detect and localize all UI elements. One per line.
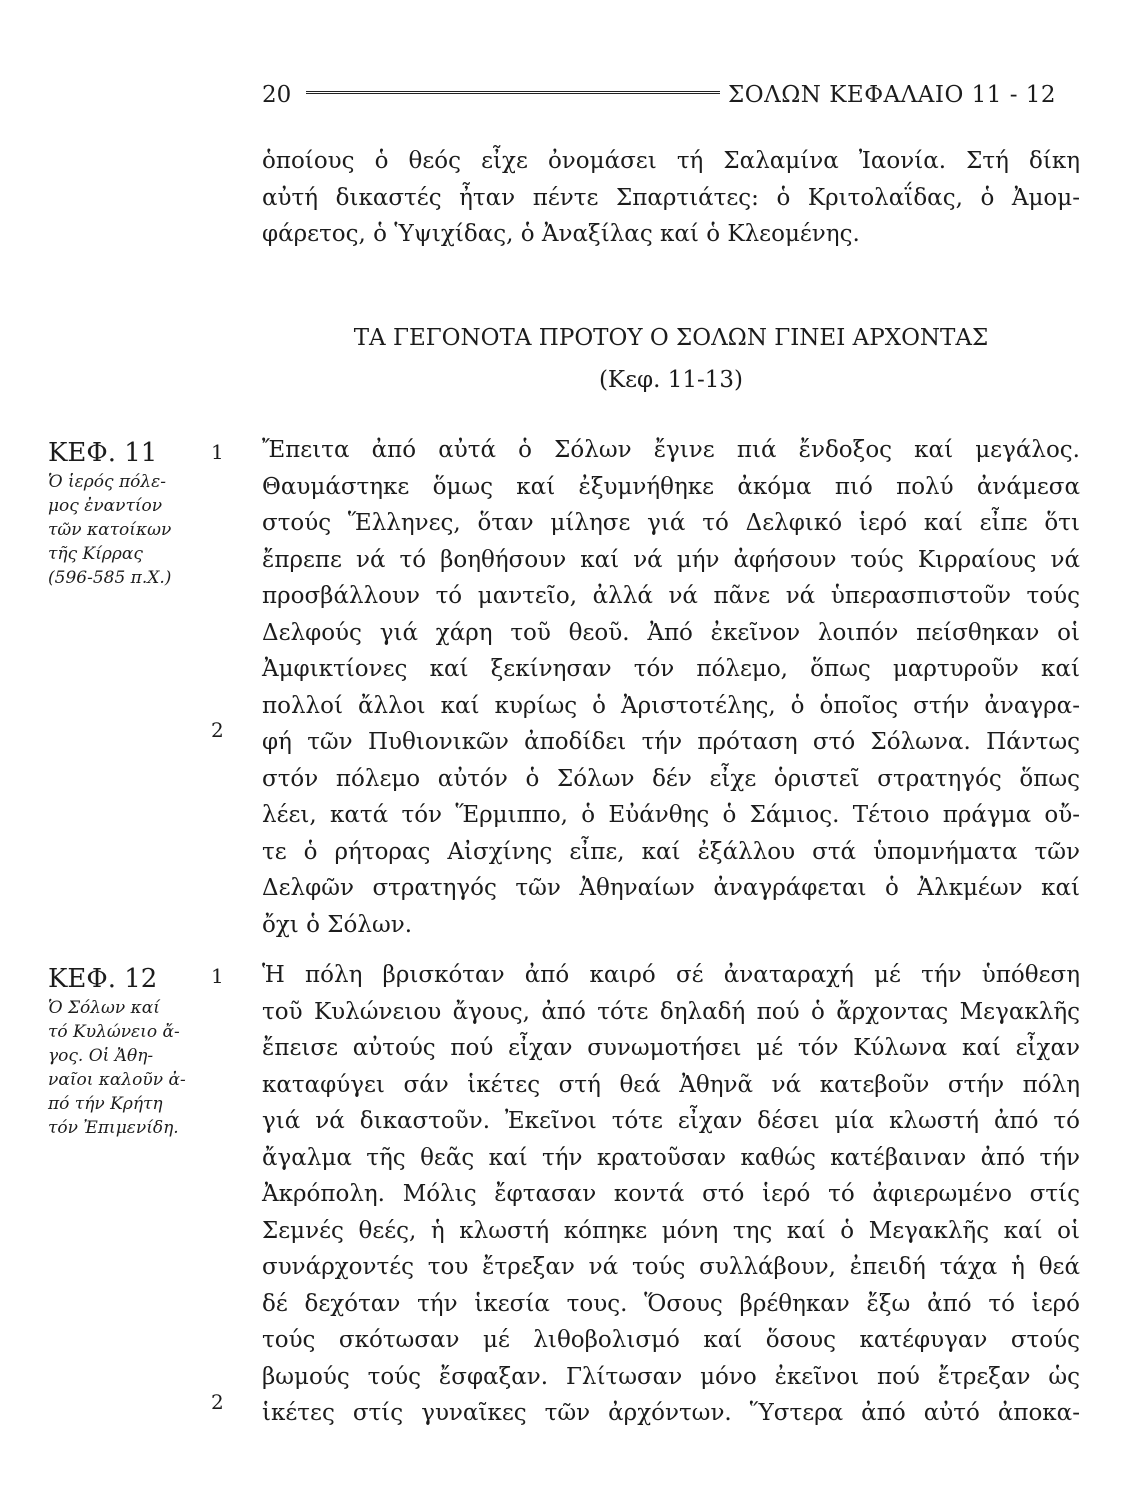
text-line: τούς σκότωσαν μέ λιθοβολισμό καί ὅσους κατέφυγαν στούς bbox=[262, 1327, 1080, 1353]
text-line: δέ δεχόταν τήν ἱκεσία τους. Ὅσους βρέθηκαν ἔξω ἀπό τό ἱερό bbox=[262, 1290, 1080, 1317]
text-line: ἔπεισε αὐτούς πού εἶχαν συνωμοτήσει μέ τόν Κύλωνα καί εἶχαν bbox=[262, 1035, 1080, 1061]
text-line: βωμούς τούς ἔσφαξαν. Γλίτωσαν μόνο ἐκεῖνοι πού ἔτρεξαν ὡς bbox=[262, 1363, 1080, 1390]
text-line: Θαυμάστηκε ὅμως καί ἐξυμνήθηκε ἀκόμα πιό πολύ ἀνάμεσα bbox=[262, 473, 1080, 500]
section-title: ΤΑ ΓΕΓΟΝΟΤΑ ΠΡΟΤΟΥ Ο ΣΟΛΩΝ ΓΙΝΕΙ ΑΡΧΟΝΤΑΣ bbox=[353, 325, 989, 351]
text-line: Σεμνές θεές, ἡ κλωστή κόπηκε μόνη της καί ὁ Μεγακλῆς καί οἱ bbox=[262, 1217, 1080, 1244]
chapter-12-margin-note bbox=[48, 962, 208, 1140]
chapter-summary-line: τό Κυλώνειο ἄ- bbox=[48, 1022, 180, 1042]
text-line: ἱκέτες στίς γυναῖκες τῶν ἀρχόντων. Ὕστερα ἀπό αὐτό ἀποκα- bbox=[262, 1400, 1080, 1426]
text-line: τε ὁ ρήτορας Αἰσχίνης εἶπε, καί ἐξάλλου στά ὑπομνήματα τῶν bbox=[262, 838, 1080, 865]
text-line: γιά νά δικαστοῦν. Ἐκεῖνοι τότε εἶχαν δέσει μία κλωστή ἀπό τό bbox=[262, 1108, 1080, 1134]
text-line: στούς Ἕλληνες, ὅταν μίλησε γιά τό Δελφικό ἱερό καί εἶπε ὅτι bbox=[262, 510, 1080, 536]
chapter-summary-line: ναῖοι καλοῦν ἀ- bbox=[48, 1070, 186, 1090]
text-line: καταφύγει σάν ἱκέτες στή θεά Ἀθηνᾶ νά κατεβοῦν στήν πόλη bbox=[262, 1071, 1080, 1098]
text-line: Ἔπειτα ἀπό αὐτά ὁ Σόλων ἔγινε πιά ἔνδοξος καί μεγάλος. bbox=[262, 437, 1080, 463]
chapter-summary-line: τῆς Κίρρας bbox=[48, 544, 143, 564]
text-line: Ἀμφικτίονες καί ξεκίνησαν τόν πόλεμο, ὅπως μαρτυροῦν καί bbox=[262, 656, 1080, 682]
chapter-label: ΚΕΦ. 11 bbox=[48, 438, 158, 468]
text-line: Ἡ πόλη βρισκόταν ἀπό καιρό σέ ἀναταραχή μέ τήν ὑπόθεση bbox=[262, 962, 1080, 988]
paragraph-number: 1 bbox=[211, 964, 224, 988]
chapter-summary-line: (596-585 π.Χ.) bbox=[48, 568, 172, 588]
paragraph-number: 1 bbox=[211, 440, 224, 464]
text-line: ἄγαλμα τῆς θεᾶς καί τήν κρατοῦσαν καθώς κατέβαιναν ἀπό τήν bbox=[262, 1144, 1080, 1171]
chapter-summary-line: τόν Ἐπιμενίδη. bbox=[48, 1118, 179, 1138]
paragraph-number: 2 bbox=[211, 1390, 224, 1414]
chapter-summary-line: μος ἐναντίον bbox=[48, 496, 163, 516]
chapter-11-body bbox=[262, 432, 1080, 943]
chapter-12-body bbox=[262, 957, 1080, 1432]
section-subtitle: (Κεφ. 11-13) bbox=[598, 367, 744, 393]
chapter-summary-line: Ὁ ἱερός πόλε- bbox=[48, 472, 167, 492]
running-header bbox=[262, 80, 1080, 114]
chapter-summary-line: γος. Οἱ Ἀθη- bbox=[48, 1046, 154, 1066]
text-line: αὐτή δικαστές ἦταν πέντε Σπαρτιάτες: ὁ Κριτολαΐδας, ὁ Ἀμομ- bbox=[262, 184, 1080, 211]
text-line: Ἀκρόπολη. Μόλις ἔφτασαν κοντά στό ἱερό τό ἀφιερωμένο στίς bbox=[262, 1181, 1080, 1207]
chapter-summary-line: τῶν κατοίκων bbox=[48, 520, 172, 540]
paragraph-number: 2 bbox=[211, 718, 224, 742]
text-line: ὁποίους ὁ θεός εἶχε ὀνομάσει τή Σαλαμίνα Ἰαονία. Στή δίκη bbox=[262, 148, 1080, 174]
text-line: λέει, κατά τόν Ἕρμιππο, ὁ Εὐάνθης ὁ Σάμιος. Τέτοιο πράγμα οὔ- bbox=[262, 802, 1080, 828]
text-line: τοῦ Κυλώνειου ἄγους, ἀπό τότε δηλαδή πού ὁ ἄρχοντας Μεγακλῆς bbox=[262, 998, 1080, 1025]
header-rule bbox=[306, 91, 720, 98]
text-line: Δελφούς γιά χάρη τοῦ θεοῦ. Ἀπό ἐκεῖνον λοιπόν πείσθηκαν οἱ bbox=[262, 619, 1080, 646]
text-line: φή τῶν Πυθιονικῶν ἀποδίδει τήν πρόταση στό Σόλωνα. Πάντως bbox=[262, 729, 1080, 755]
text-line: φάρετος, ὁ Ὑψιχίδας, ὁ Ἀναξίλας καί ὁ Κλεομένης. bbox=[262, 221, 860, 247]
text-line: ὄχι ὁ Σόλων. bbox=[262, 911, 413, 938]
text-line: προσβάλλουν τό μαντεῖο, ἀλλά νά πᾶνε νά ὑπερασπιστοῦν τούς bbox=[262, 583, 1080, 609]
page-number: 20 bbox=[262, 82, 292, 108]
text-line: στόν πόλεμο αὐτόν ὁ Σόλων δέν εἶχε ὁριστεῖ στρατηγός ὅπως bbox=[262, 765, 1080, 792]
chapter-summary-line: Ὁ Σόλων καί bbox=[48, 998, 160, 1018]
text-line: πολλοί ἄλλοι καί κυρίως ὁ Ἀριστοτέλης, ὁ ὁποῖος στήν ἀναγρα- bbox=[262, 692, 1080, 719]
chapter-11-margin-note bbox=[48, 436, 208, 590]
intro-paragraph bbox=[262, 143, 1080, 253]
chapter-summary-line: πό τήν Κρήτη bbox=[48, 1094, 163, 1114]
text-line: Δελφῶν στρατηγός τῶν Ἀθηναίων ἀναγράφεται ὁ Ἀλκμέων καί bbox=[262, 875, 1080, 901]
text-line: συνάρχοντές του ἔτρεξαν νά τούς συλλάβουν, ἐπειδή τάχα ἡ θεά bbox=[262, 1254, 1080, 1280]
section-heading bbox=[262, 320, 1080, 398]
text-line: ἔπρεπε νά τό βοηθήσουν καί νά μήν ἀφήσουν τούς Κιρραίους νά bbox=[262, 546, 1080, 573]
running-title: ΣΟΛΩΝ ΚΕΦΑΛΑΙΟ 11 - 12 bbox=[728, 82, 1057, 108]
chapter-label: ΚΕΦ. 12 bbox=[48, 964, 158, 994]
